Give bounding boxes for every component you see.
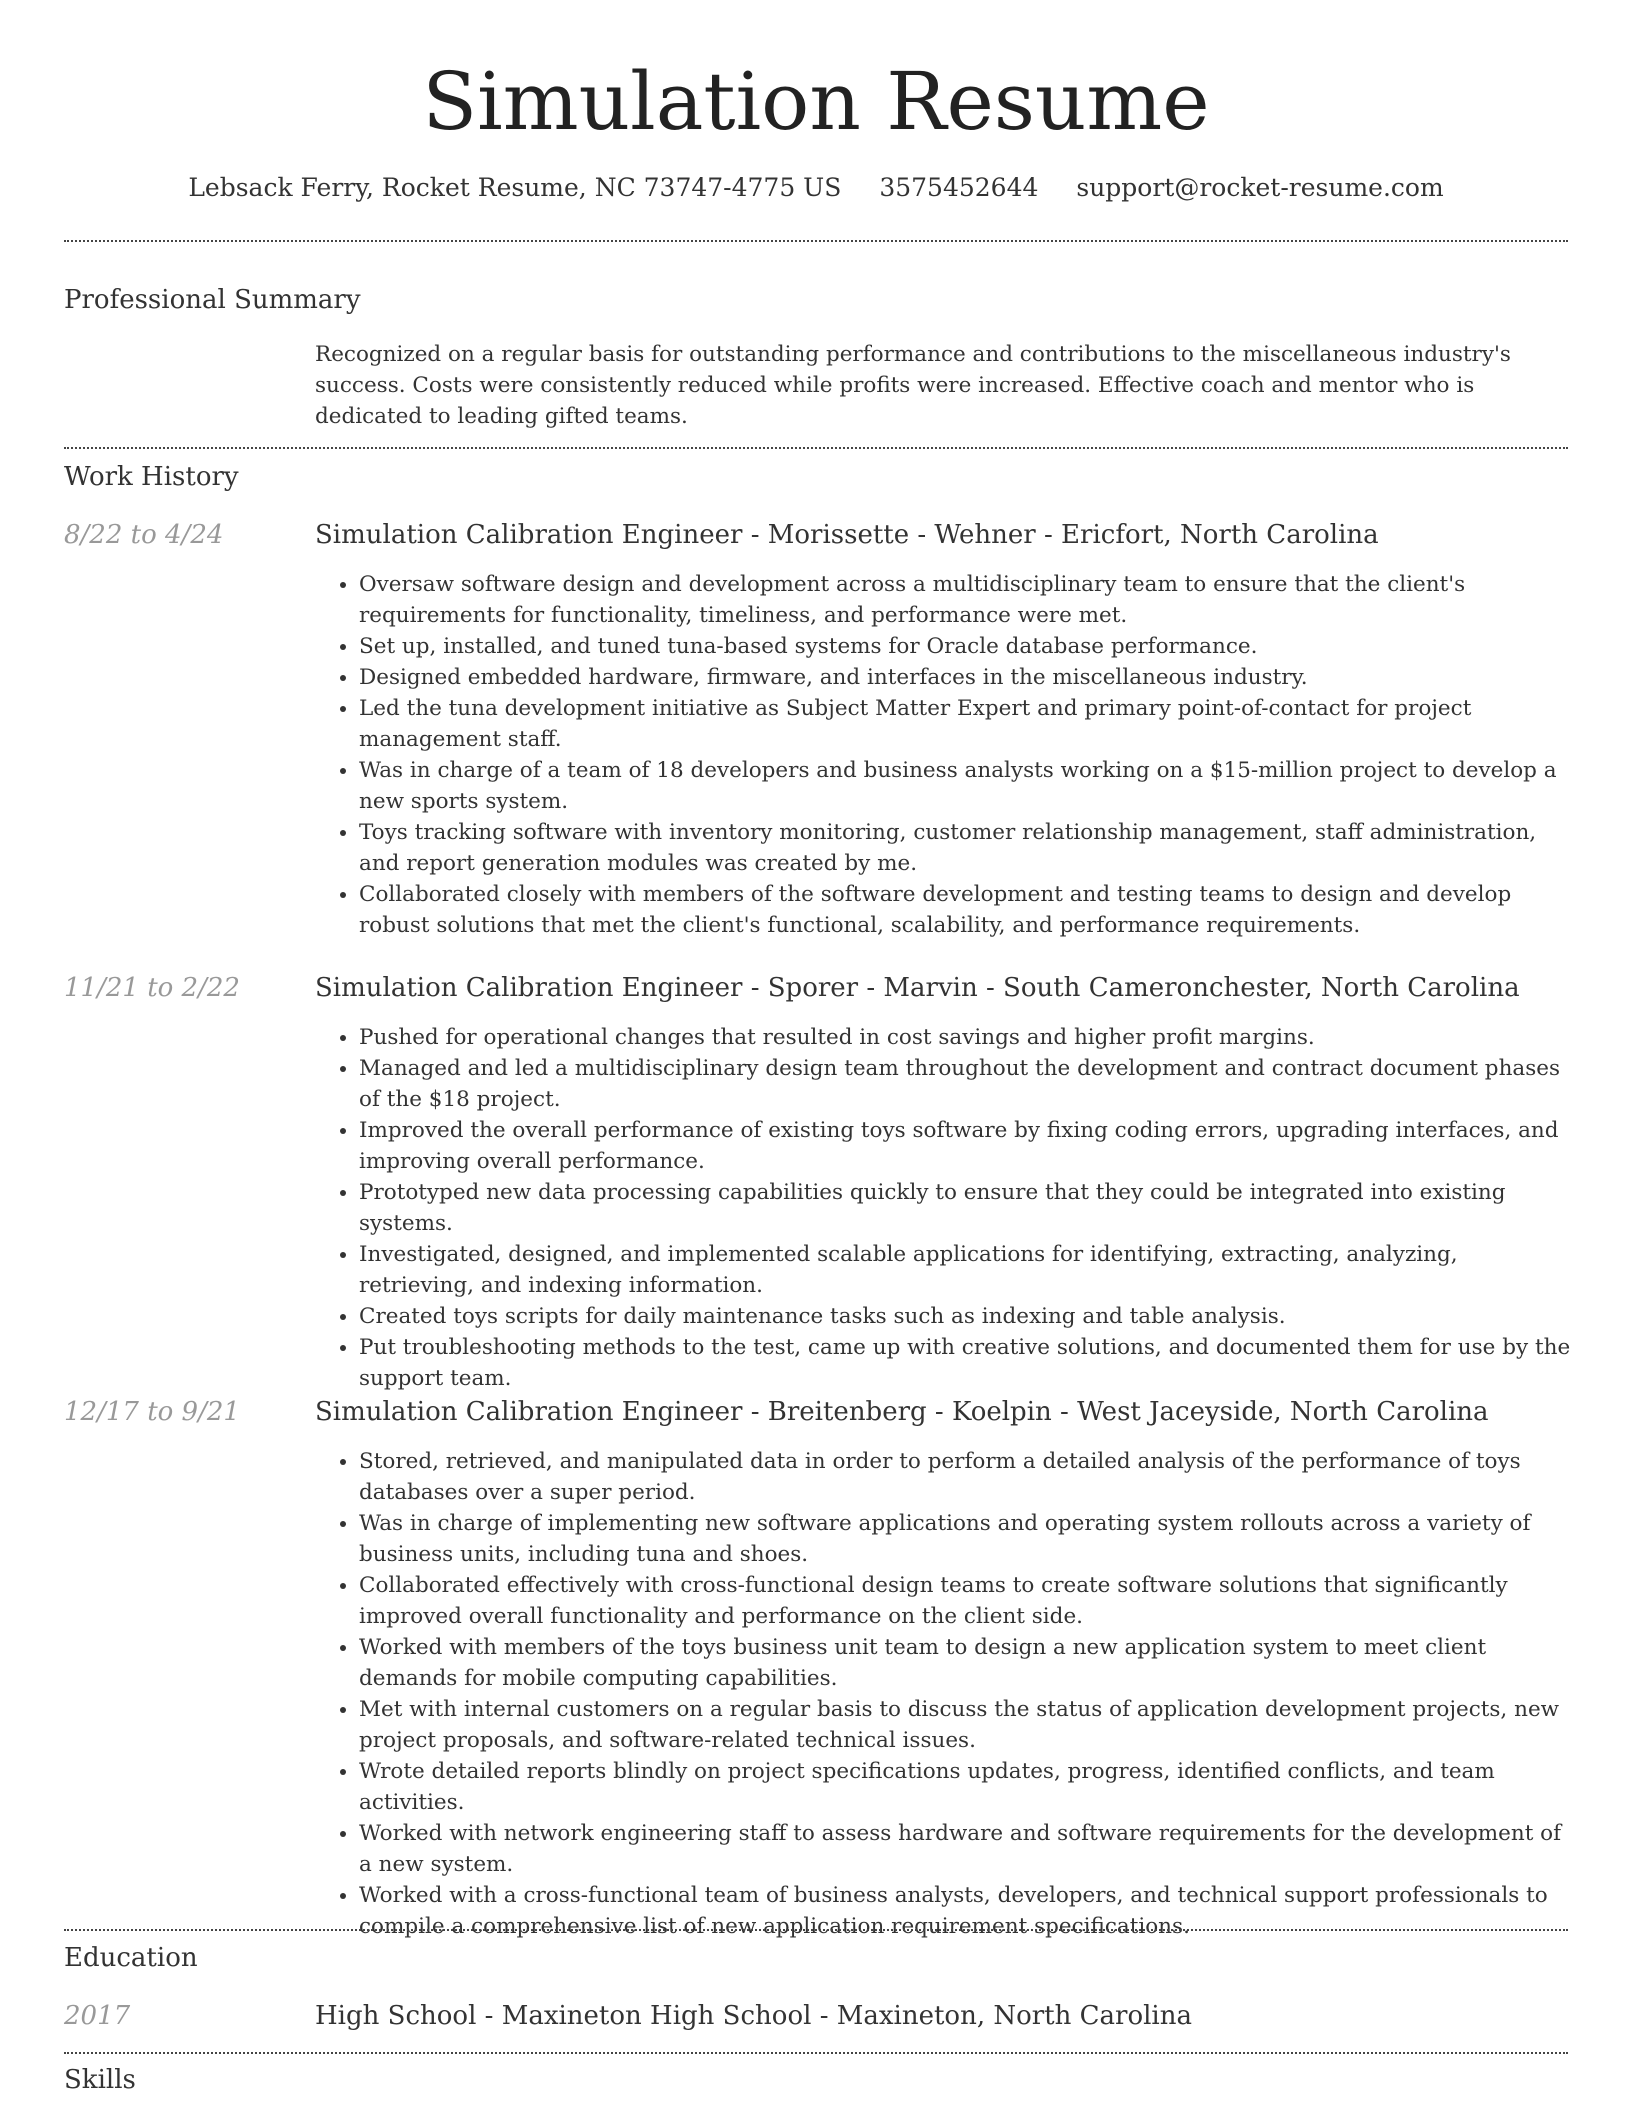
list-item: • Investigated, designed, and implemented scalable applications for identifying, extracting, analyzing, retrieving, and indexing information. [359, 1239, 1575, 1301]
divider [64, 2052, 1568, 2054]
education-dates: 2017 [64, 2001, 131, 2031]
list-item: • Led the tuna development initiative as Subject Matter Expert and primary point-of-contact for project management staff. [359, 693, 1575, 755]
list-item: • Met with internal customers on a regular basis to discuss the status of application development projects, new project proposals, and software-related technical issues. [359, 1694, 1575, 1756]
list-item: • Put troubleshooting methods to the test, came up with creative solutions, and documented them for use by the support team. [359, 1332, 1575, 1394]
job-dates: 12/17 to 9/21 [64, 1397, 240, 1427]
divider [64, 447, 1568, 449]
education-title: High School - Maxineton High School - Maxineton, North Carolina [315, 2001, 1192, 2031]
section-title-skills: Skills [64, 2065, 136, 2095]
list-item: • Managed and led a multidisciplinary design team throughout the development and contract document phases of the $18 project. [359, 1053, 1575, 1115]
job-title: Simulation Calibration Engineer - Morissette - Wehner - Ericfort, North Carolina [315, 520, 1379, 550]
list-item: • Was in charge of implementing new software applications and operating system rollouts across a variety of business units, including tuna and shoes. [359, 1508, 1575, 1570]
divider [64, 1929, 1568, 1931]
list-item: • Collaborated effectively with cross-functional design teams to create software solutions that significantly improved overall functionality and performance on the client side. [359, 1570, 1575, 1632]
list-item: • Prototyped new data processing capabilities quickly to ensure that they could be integrated into existing systems. [359, 1177, 1575, 1239]
job-bullets [315, 569, 1575, 941]
list-item: • Stored, retrieved, and manipulated data in order to perform a detailed analysis of the performance of toys databases over a super period. [359, 1446, 1575, 1508]
list-item: • Worked with network engineering staff to assess hardware and software requirements for the development of a new system. [359, 1818, 1575, 1880]
contact-email: support@rocket-resume.com [1076, 173, 1444, 202]
list-item: • Worked with a cross-functional team of business analysts, developers, and technical support professionals to compile a comprehensive list of new application requirement specifications. [359, 1880, 1575, 1942]
job-bullets [315, 1022, 1575, 1394]
contact-phone: 3575452644 [879, 173, 1039, 202]
list-item: • Improved the overall performance of existing toys software by fixing coding errors, upgrading interfaces, and improving overall performance. [359, 1115, 1575, 1177]
list-item: • Toys tracking software with inventory monitoring, customer relationship management, staff administration, and report generation modules was created by me. [359, 817, 1575, 879]
list-item: • Created toys scripts for daily maintenance tasks such as indexing and table analysis. [359, 1301, 1575, 1332]
job-dates: 8/22 to 4/24 [64, 520, 224, 550]
list-item: • Wrote detailed reports blindly on project specifications updates, progress, identified conflicts, and team activities. [359, 1756, 1575, 1818]
section-title-education: Education [64, 1943, 198, 1973]
section-title-work: Work History [64, 462, 239, 492]
list-item: • Was in charge of a team of 18 developers and business analysts working on a $15-million project to develop a new sports system. [359, 755, 1575, 817]
resume-name: Simulation Resume [422, 55, 1210, 148]
divider [64, 240, 1568, 242]
list-item: • Set up, installed, and tuned tuna-based systems for Oracle database performance. [359, 631, 1575, 662]
list-item: • Worked with members of the toys business unit team to design a new application system to meet client demands for mobile computing capabilities. [359, 1632, 1575, 1694]
list-item: • Pushed for operational changes that resulted in cost savings and higher profit margins. [359, 1022, 1575, 1053]
list-item: • Collaborated closely with members of the software development and testing teams to design and develop robust solutions that met the client's functional, scalability, and performance requirements. [359, 879, 1575, 941]
job-bullets [315, 1446, 1575, 1942]
list-item: • Oversaw software design and development across a multidisciplinary team to ensure that the client's requirements for functionality, timeliness, and performance were met. [359, 569, 1575, 631]
contact-line [0, 168, 1632, 208]
summary-text: Recognized on a regular basis for outstanding performance and contributions to the miscellaneous industry's success. Costs were consistently reduced while profits were increased. Effective coach and mentor who is dedicated to leading gifted teams. [315, 342, 1511, 429]
job-title: Simulation Calibration Engineer - Sporer - Marvin - South Cameronchester, North Carolina [315, 973, 1520, 1003]
job-title: Simulation Calibration Engineer - Breitenberg - Koelpin - West Jaceyside, North Carolina [315, 1397, 1489, 1427]
job-dates: 11/21 to 2/22 [64, 973, 240, 1003]
contact-address: Lebsack Ferry, Rocket Resume, NC 73747-4775 US [188, 173, 842, 202]
section-title-summary: Professional Summary [64, 285, 361, 315]
list-item: • Designed embedded hardware, firmware, and interfaces in the miscellaneous industry. [359, 662, 1575, 693]
